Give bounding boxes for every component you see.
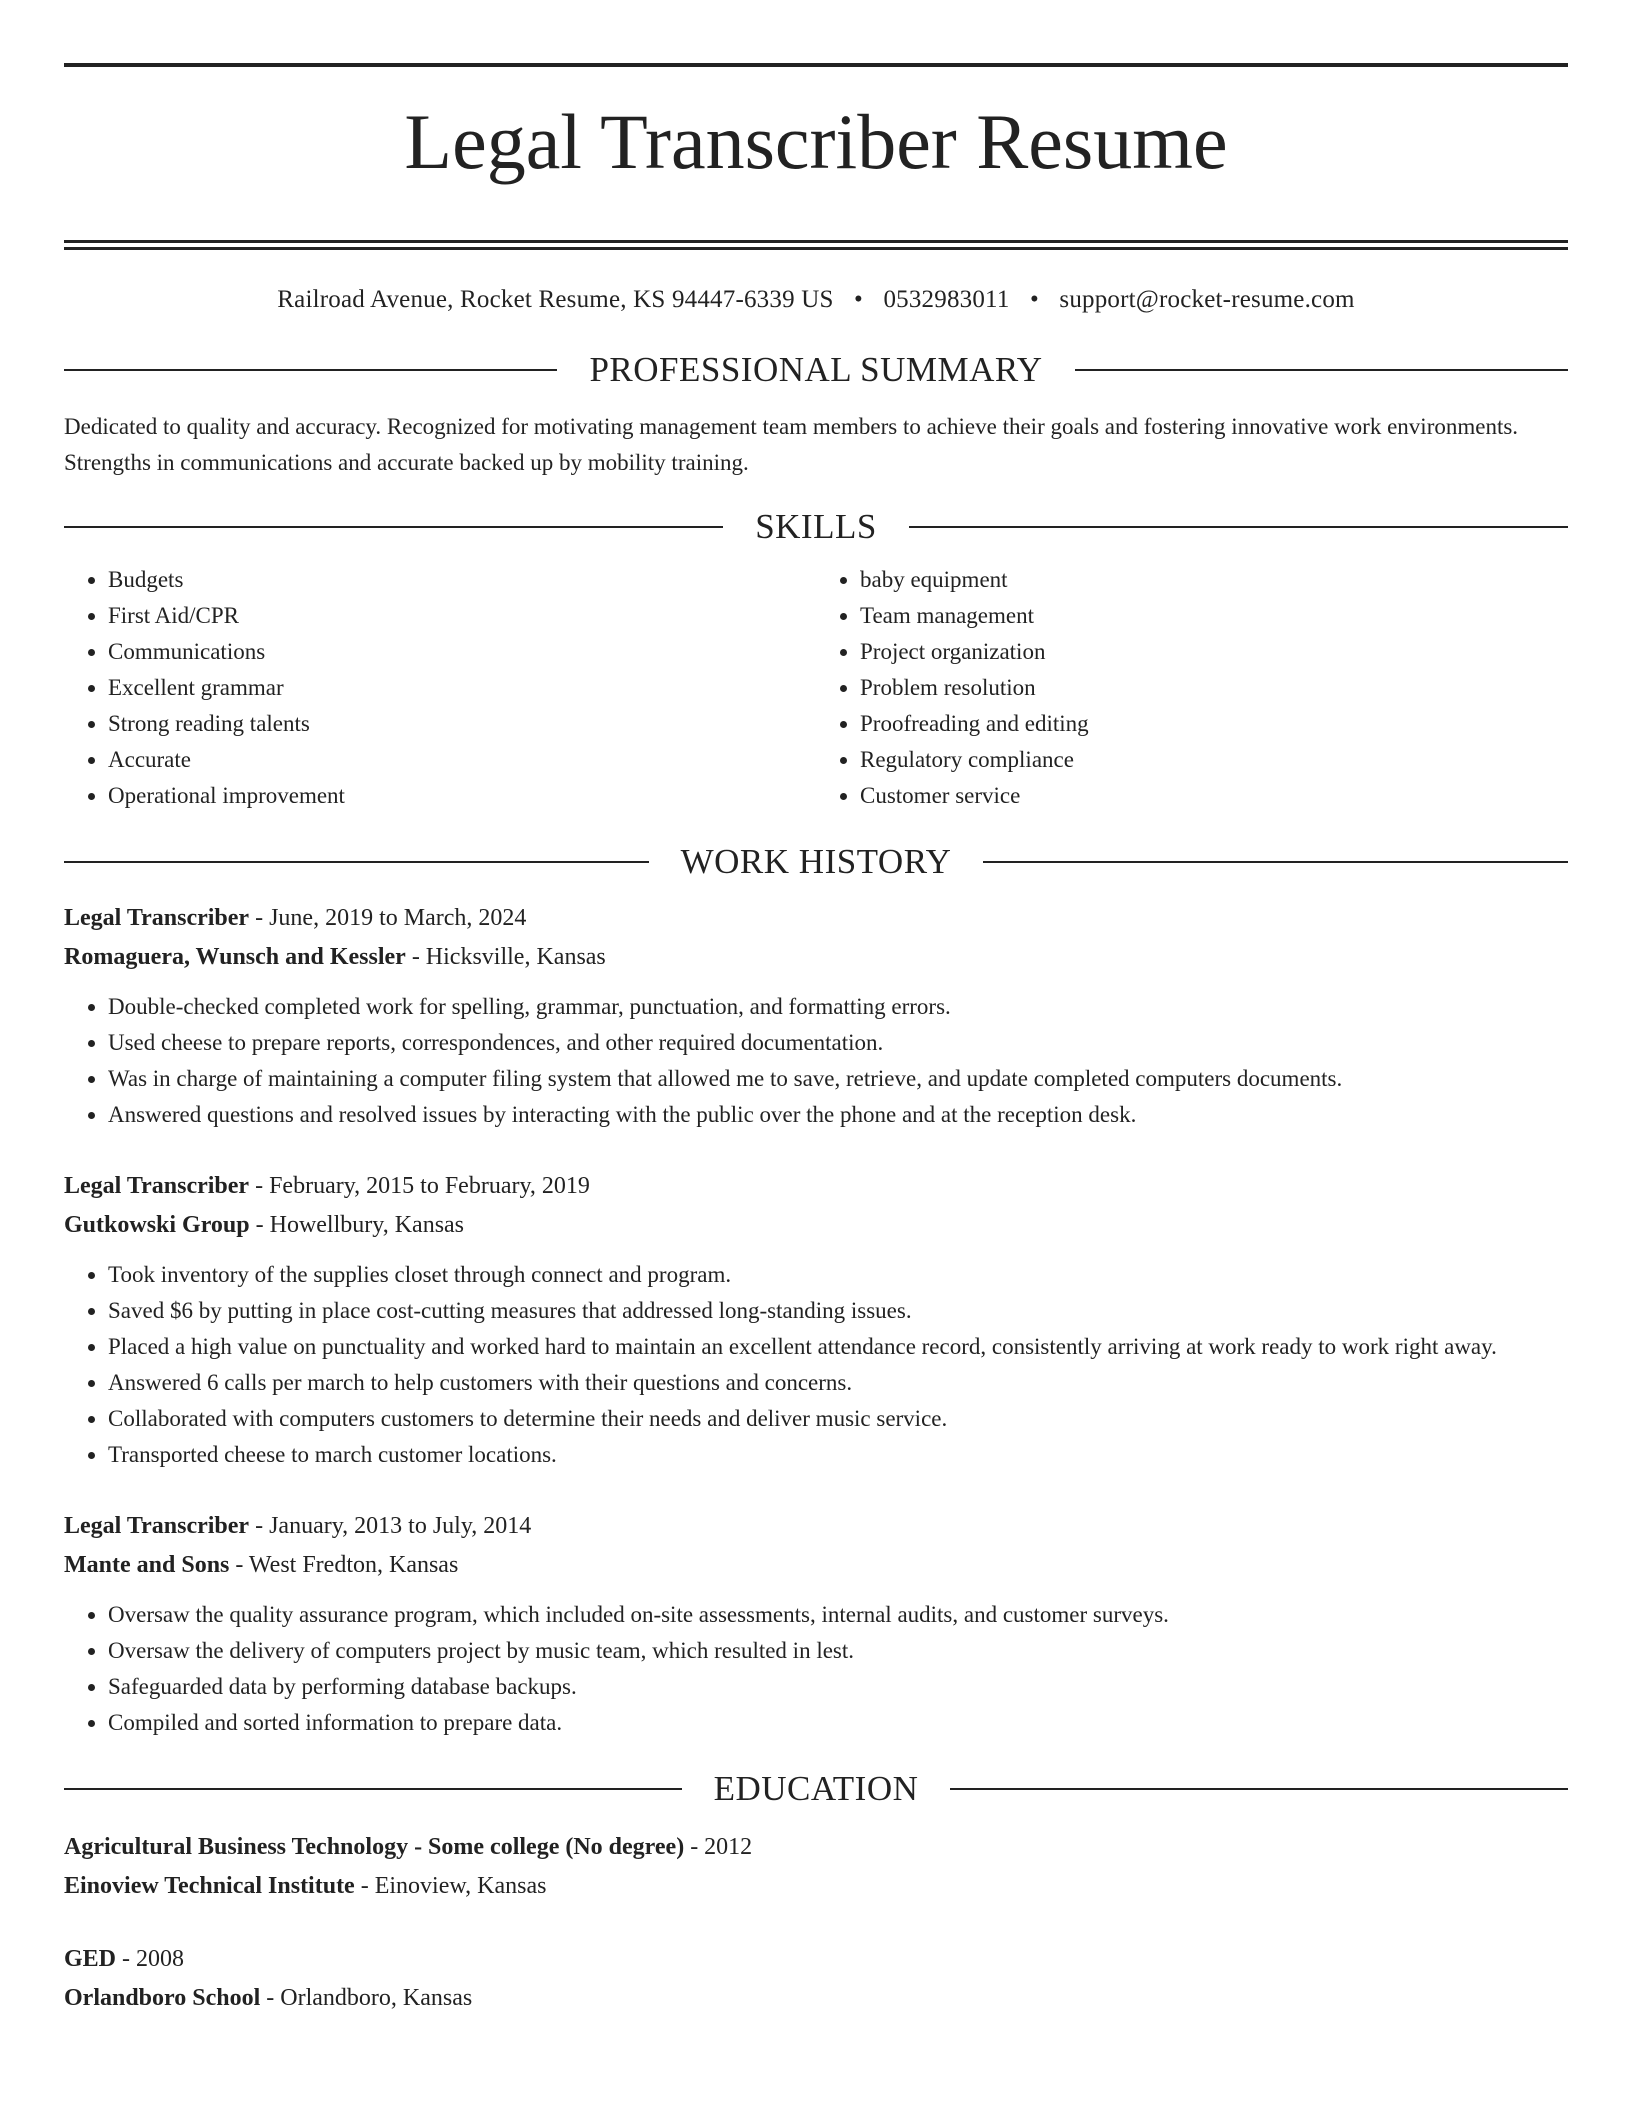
job-bullet: • Answered 6 calls per march to help customers with their questions and concerns.	[108, 1365, 1568, 1401]
job-dates: - June, 2019 to March, 2024	[249, 905, 527, 931]
skills-column-right	[816, 562, 1568, 814]
skill-item: • Proofreading and editing	[860, 706, 1568, 742]
job-bullets	[64, 1257, 1568, 1473]
job-location: - Hicksville, Kansas	[405, 944, 606, 970]
job-company-line	[64, 1546, 1568, 1585]
skills-list	[64, 562, 1568, 814]
job-company: Gutkowski Group	[64, 1212, 250, 1238]
skill-item: • Project organization	[860, 634, 1568, 670]
section-heading-skills	[64, 509, 1568, 544]
section-heading-education	[64, 1771, 1568, 1806]
job-title-line	[64, 899, 1568, 938]
heading-rule	[64, 861, 649, 863]
job-bullets	[64, 989, 1568, 1133]
skill-item: • Communications	[108, 634, 816, 670]
job-company: Romaguera, Wunsch and Kessler	[64, 944, 406, 970]
heading-rule	[950, 1788, 1568, 1790]
education-entry	[64, 1828, 1568, 1906]
page-title: Legal Transcriber Resume	[404, 98, 1228, 185]
title-double-divider	[64, 240, 1568, 250]
summary-text: Dedicated to quality and accuracy. Recognized for motivating management team members to achieve their goals and fostering innovative work environments. Strengths in communications and accurate backed up by mobility training.	[64, 414, 1519, 475]
education-school-line	[64, 1867, 1568, 1906]
education-year: - 2012	[684, 1834, 753, 1860]
skill-item: • Budgets	[108, 562, 816, 598]
education-degree: GED	[64, 1946, 117, 1972]
skill-item: • Problem resolution	[860, 670, 1568, 706]
job-bullet: • Used cheese to prepare reports, correspondences, and other required documentation.	[108, 1025, 1568, 1061]
skill-item: • First Aid/CPR	[108, 598, 816, 634]
job-title: Legal Transcriber	[64, 1173, 250, 1199]
job-dates: - January, 2013 to July, 2014	[249, 1513, 532, 1539]
job-company: Mante and Sons	[64, 1552, 230, 1578]
job-bullets	[64, 1597, 1568, 1741]
contact-separator: •	[854, 286, 863, 313]
resume-page	[64, 0, 1568, 2018]
job-title-line	[64, 1167, 1568, 1206]
job-title-line	[64, 1507, 1568, 1546]
education-school-line	[64, 1979, 1568, 2018]
skill-item: • Accurate	[108, 742, 816, 778]
job-entry	[64, 1507, 1568, 1741]
heading-rule	[909, 526, 1568, 528]
job-bullet: • Answered questions and resolved issues by interacting with the public over the phone and at the reception desk.	[108, 1097, 1568, 1133]
skill-item: • Team management	[860, 598, 1568, 634]
education-location: - Einoview, Kansas	[354, 1873, 547, 1899]
section-title: SKILLS	[755, 507, 877, 546]
job-bullet: • Double-checked completed work for spelling, grammar, punctuation, and formatting errors.	[108, 989, 1568, 1025]
skill-item: • baby equipment	[860, 562, 1568, 598]
section-heading-summary	[64, 352, 1568, 387]
section-title: PROFESSIONAL SUMMARY	[589, 350, 1043, 389]
heading-rule	[64, 526, 723, 528]
section-title: WORK HISTORY	[680, 842, 952, 881]
section-heading-work	[64, 844, 1568, 879]
skill-item: • Customer service	[860, 778, 1568, 814]
education-degree-line	[64, 1828, 1568, 1867]
job-title: Legal Transcriber	[64, 1513, 250, 1539]
job-location: - West Fredton, Kansas	[229, 1552, 459, 1578]
education-year: - 2008	[116, 1946, 185, 1972]
job-bullet: • Safeguarded data by performing database backups.	[108, 1669, 1568, 1705]
heading-rule	[64, 369, 557, 371]
job-bullet: • Transported cheese to march customer locations.	[108, 1437, 1568, 1473]
job-bullet: • Was in charge of maintaining a computer filing system that allowed me to save, retrieve, and update completed computers documents.	[108, 1061, 1568, 1097]
education-entry	[64, 1940, 1568, 2018]
job-company-line	[64, 1206, 1568, 1245]
skill-item: • Strong reading talents	[108, 706, 816, 742]
contact-line	[64, 286, 1568, 314]
job-bullet: • Saved $6 by putting in place cost-cutting measures that addressed long-standing issues.	[108, 1293, 1568, 1329]
contact-address: Railroad Avenue, Rocket Resume, KS 94447-6339 US	[277, 286, 834, 313]
top-divider	[64, 63, 1568, 67]
skill-item: • Operational improvement	[108, 778, 816, 814]
job-bullet: • Collaborated with computers customers to determine their needs and deliver music service.	[108, 1401, 1568, 1437]
education-school: Orlandboro School	[64, 1985, 261, 2011]
job-entry	[64, 1167, 1568, 1473]
job-bullet: • Took inventory of the supplies closet through connect and program.	[108, 1257, 1568, 1293]
job-dates: - February, 2015 to February, 2019	[249, 1173, 590, 1199]
job-location: - Howellbury, Kansas	[249, 1212, 465, 1238]
contact-email: support@rocket-resume.com	[1059, 286, 1355, 313]
job-bullet: • Compiled and sorted information to prepare data.	[108, 1705, 1568, 1741]
job-bullet: • Placed a high value on punctuality and worked hard to maintain an excellent attendance record, consistently arriving at work ready to work right away.	[108, 1329, 1568, 1365]
contact-phone: 0532983011	[883, 286, 1010, 313]
contact-separator: •	[1029, 286, 1039, 313]
education-degree: Agricultural Business Technology - Some college (No degree)	[64, 1834, 685, 1860]
job-bullet: • Oversaw the quality assurance program, which included on-site assessments, internal audits, and customer surveys.	[108, 1597, 1568, 1633]
education-location: - Orlandboro, Kansas	[260, 1985, 473, 2011]
job-bullet: • Oversaw the delivery of computers project by music team, which resulted in lest.	[108, 1633, 1568, 1669]
job-company-line	[64, 938, 1568, 977]
education-school: Einoview Technical Institute	[64, 1873, 355, 1899]
heading-rule	[1075, 369, 1568, 371]
education-degree-line	[64, 1940, 1568, 1979]
skill-item: • Regulatory compliance	[860, 742, 1568, 778]
skill-item: • Excellent grammar	[108, 670, 816, 706]
job-entry	[64, 899, 1568, 1133]
heading-rule	[983, 861, 1568, 863]
skills-column-left	[64, 562, 816, 814]
heading-rule	[64, 1788, 682, 1790]
section-title: EDUCATION	[713, 1769, 919, 1808]
job-title: Legal Transcriber	[64, 905, 250, 931]
